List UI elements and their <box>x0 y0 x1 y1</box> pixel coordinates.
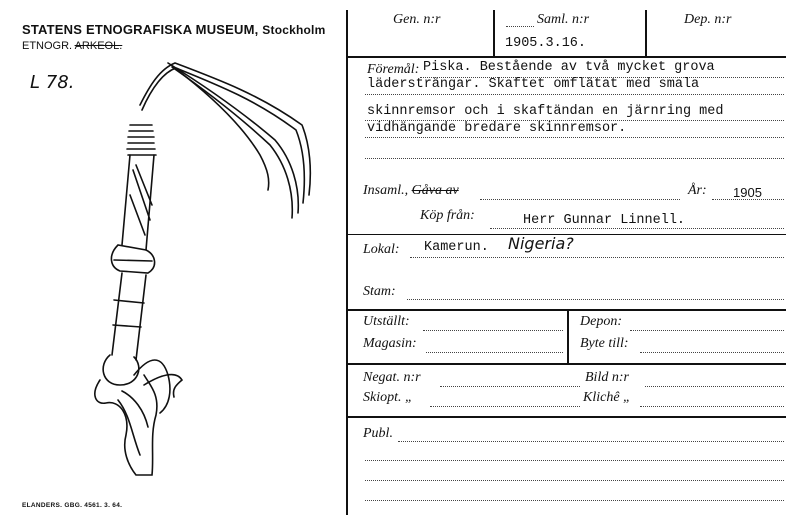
negat-rule <box>440 386 580 387</box>
insaml-rule <box>480 199 680 200</box>
header-divider-1 <box>493 10 495 56</box>
form-left-border <box>346 10 348 515</box>
skiopt-rule <box>430 406 580 407</box>
negat-label: Negat. n:r <box>363 370 421 385</box>
rule-before-negat <box>346 363 786 365</box>
gen-nr-label: Gen. n:r <box>393 12 441 27</box>
depon-rule <box>630 330 784 331</box>
bild-label: Bild n:r <box>585 370 629 385</box>
rule-before-location <box>346 309 786 311</box>
utstallt-label: Utställt: <box>363 314 410 329</box>
dep-nr-label: Dep. n:r <box>684 12 732 27</box>
depon-label: Depon: <box>580 314 622 329</box>
publ-label: Publ. <box>363 426 393 441</box>
arkeol-label: ARKEOL. <box>74 40 123 52</box>
skiopt-label: Skiopt. „ <box>363 390 413 405</box>
kop-value: Herr Gunnar Linnell. <box>523 213 686 228</box>
lokal-rule <box>410 257 784 258</box>
museum-city: Stockholm <box>262 23 326 37</box>
location-divider <box>567 310 569 363</box>
insaml-text: Insaml., <box>363 183 409 198</box>
utstallt-rule <box>423 330 563 331</box>
catalog-number: L 78. <box>30 72 75 93</box>
kliche-label: Klichê „ <box>583 390 631 405</box>
lokal-handwritten: Nigeria? <box>508 234 574 253</box>
byte-label: Byte till: <box>580 336 629 351</box>
foremal-line-2: lädersträngar. Skaftet omflätat med smala <box>367 77 700 92</box>
saml-nr-label: Saml. n:r <box>537 12 590 27</box>
stam-label: Stam: <box>363 284 396 299</box>
lokal-typed: Kamerun. <box>424 240 489 255</box>
bild-rule <box>645 386 784 387</box>
publ-rule-3 <box>365 480 784 481</box>
gava-av-struck: Gåva av <box>411 183 459 198</box>
kliche-rule <box>640 406 784 407</box>
year-label: År: <box>688 183 707 198</box>
foremal-rule-2 <box>365 94 784 95</box>
header-divider-2 <box>645 10 647 56</box>
whip-drawing <box>60 55 330 505</box>
museum-header <box>22 22 325 37</box>
kop-label: Köp från: <box>420 208 475 223</box>
publ-rule-1 <box>398 441 784 442</box>
byte-rule <box>640 352 784 353</box>
rule-before-publ <box>346 416 786 418</box>
year-value: 1905 <box>733 185 762 200</box>
foremal-rule-4 <box>365 137 784 138</box>
lokal-label: Lokal: <box>363 242 400 257</box>
foremal-rule-5 <box>365 158 784 159</box>
header-rule <box>346 56 786 58</box>
foremal-label: Föremål: <box>367 62 420 77</box>
publ-rule-4 <box>365 500 784 501</box>
museum-name: STATENS ETNOGRAFISKA MUSEUM, <box>22 22 259 37</box>
saml-dots <box>506 26 534 27</box>
foremal-line-4: vidhängande bredare skinnremsor. <box>367 121 627 136</box>
insaml-label <box>363 183 459 199</box>
etnogr-label: ETNOGR. <box>22 40 73 52</box>
printer-mark: ELANDERS. GBG. 4561. 3. 64. <box>22 502 123 509</box>
publ-rule-2 <box>365 460 784 461</box>
department-line <box>22 40 122 52</box>
year-rule <box>712 199 784 200</box>
saml-nr-value: 1905.3.16. <box>505 36 587 51</box>
foremal-line-3: skinnremsor och i skaftändan en järnring med <box>367 104 724 119</box>
magasin-rule <box>426 352 563 353</box>
magasin-label: Magasin: <box>363 336 417 351</box>
kop-rule <box>490 228 784 229</box>
stam-rule <box>407 299 784 300</box>
foremal-line-1: Piska. Bestående av två mycket grova <box>423 60 715 75</box>
